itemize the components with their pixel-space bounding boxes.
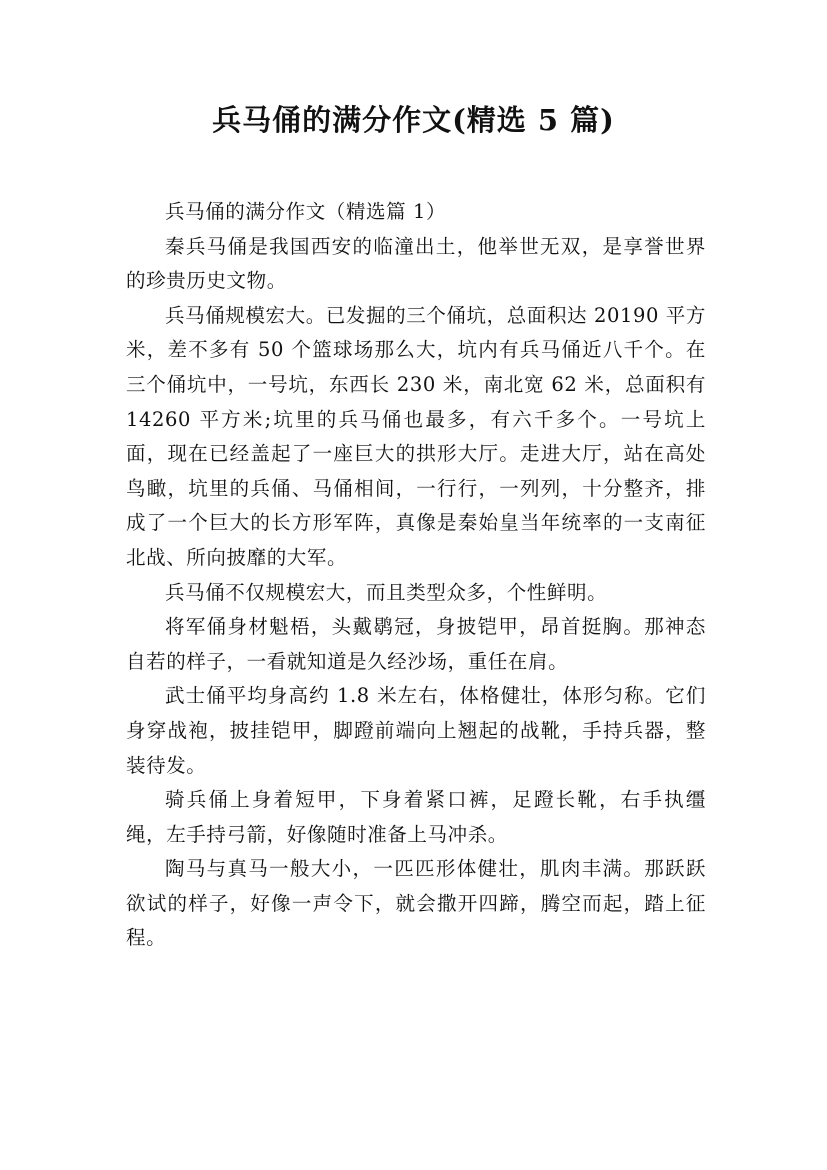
paragraph-intro: 秦兵马俑是我国西安的临潼出土，他举世无双，是享誉世界的珍贵历史文物。	[126, 234, 706, 293]
paragraph-cavalry: 骑兵俑上身着短甲，下身着紧口裤，足蹬长靴，右手执缰绳，左手持弓箭，好像随时准备上马冲杀。	[126, 788, 706, 846]
document-title: 兵马俑的满分作文(精选 5 篇)	[212, 103, 615, 137]
paragraph-general: 将军俑身材魁梧，头戴鹖冠，身披铠甲，昂首挺胸。那神态自若的样子，一看就知道是久经沙场，重任在肩。	[126, 615, 706, 673]
paragraph-warrior: 武士俑平均身高约 1.8 米左右，体格健壮，体形匀称。它们身穿战袍，披挂铠甲，脚蹬前端向上翘起的战靴，手持兵器，整装待发。	[126, 684, 706, 777]
paragraph-scale: 兵马俑规模宏大。已发掘的三个俑坑，总面积达 20190 平方米，差不多有 50 个篮球场那么大，坑内有兵马俑近八千个。在三个俑坑中，一号坑，东西长 230 米，南北宽 62 米，总面积有 14260 平方米;坑里的兵马俑也最多，有六千多个。一号坑上面，现在已经盖起了一座巨大的拱形大厅。走进大厅，站在高处鸟瞰，坑里的兵俑、马俑相间，一行行，一列列，十分整齐，排成了一个巨大的长方形军阵，真像是秦始皇当年统率的一支南征北战、所向披靡的大军。	[126, 303, 706, 569]
paragraph-horse: 陶马与真马一般大小，一匹匹形体健壮，肌肉丰满。那跃跃欲试的样子，好像一声令下，就会撒开四蹄，腾空而起，踏上征程。	[126, 857, 706, 950]
section-heading: 兵马俑的满分作文（精选篇 1）	[165, 200, 447, 223]
document-body	[126, 195, 706, 956]
paragraph-types: 兵马俑不仅规模宏大，而且类型众多，个性鲜明。	[165, 580, 608, 604]
